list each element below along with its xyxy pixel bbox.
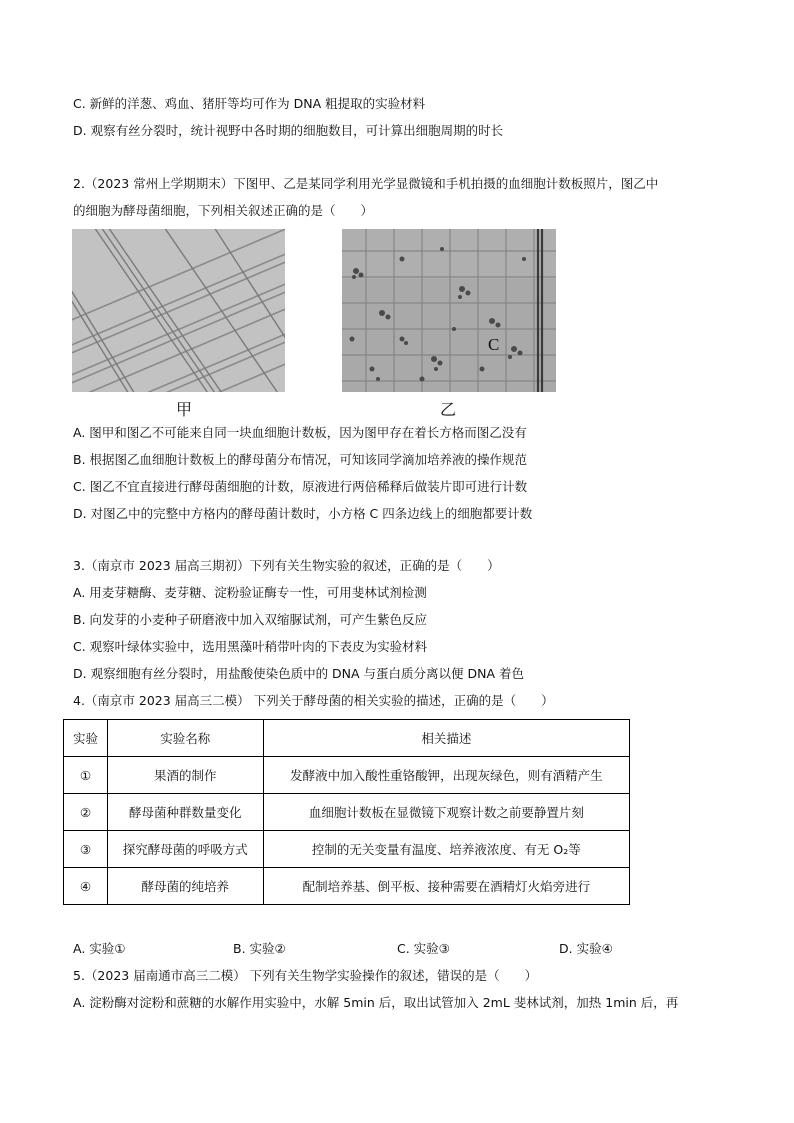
experiment-table bbox=[63, 719, 630, 905]
table-cell: 发酵液中加入酸性重铬酸钾，出现灰绿色，则有酒精产生 bbox=[263, 757, 629, 794]
q3-option-b: B. 向发芽的小麦种子研磨液中加入双缩脲试剂，可产生紫色反应 bbox=[73, 612, 428, 627]
q2-option-c: C. 图乙不宜直接进行酵母菌细胞的计数，原液进行两倍稀释后做装片即可进行计数 bbox=[73, 479, 528, 494]
q3-option-d: D. 观察细胞有丝分裂时，用盐酸使染色质中的 DNA 与蛋白质分离以便 DNA 着色 bbox=[73, 666, 525, 681]
table-cell: 控制的无关变量有温度、培养液浓度、有无 O₂等 bbox=[263, 831, 629, 868]
table-header-row bbox=[64, 720, 630, 757]
table-cell: 血细胞计数板在显微镜下观察计数之前要静置片刻 bbox=[263, 794, 629, 831]
q4-choice-d: D. 实验④ bbox=[559, 941, 613, 956]
table-cell: 酵母菌种群数量变化 bbox=[107, 794, 263, 831]
table-cell: ② bbox=[64, 794, 108, 831]
table-cell: 配制培养基、倒平板、接种需要在酒精灯火焰旁进行 bbox=[263, 868, 629, 905]
table-cell: ③ bbox=[64, 831, 108, 868]
q4-choice-b: B. 实验② bbox=[233, 941, 286, 956]
table-header-cell: 相关描述 bbox=[263, 720, 629, 757]
table-row bbox=[64, 794, 630, 831]
q5-stem: 5.（2023 届南通市高三二模） 下列有关生物学实验操作的叙述，错误的是（ ） bbox=[73, 968, 538, 983]
table-cell: 果酒的制作 bbox=[107, 757, 263, 794]
q4-choice-a: A. 实验① bbox=[73, 941, 126, 956]
table-row bbox=[64, 868, 630, 905]
q2-option-d: D. 对图乙中的完整中方格内的酵母菌计数时，小方格 C 四条边线上的细胞都要计数 bbox=[73, 506, 533, 521]
table-header-cell: 实验名称 bbox=[107, 720, 263, 757]
q5-option-a: A. 淀粉酶对淀粉和蔗糖的水解作用实验中，水解 5min 后，取出试管加入 2mL 斐林试剂，加热 1min 后，再 bbox=[73, 995, 679, 1010]
table-cell: 探究酵母菌的呼吸方式 bbox=[107, 831, 263, 868]
q1-option-c: C. 新鲜的洋葱、鸡血、猪肝等均可作为 DNA 粗提取的实验材料 bbox=[73, 96, 426, 111]
figure-jia-photo bbox=[72, 229, 285, 392]
figure-yi-photo bbox=[342, 229, 556, 392]
figure-jia-caption: 甲 bbox=[176, 400, 193, 419]
figure-yi-c-label: C bbox=[488, 335, 500, 354]
q3-option-a: A. 用麦芽糖酶、麦芽糖、淀粉验证酶专一性，可用斐林试剂检测 bbox=[73, 585, 427, 600]
q3-stem: 3.（南京市 2023 届高三期初）下列有关生物实验的叙述，正确的是（ ） bbox=[73, 558, 500, 573]
table-row bbox=[64, 757, 630, 794]
q2-option-b: B. 根据图乙血细胞计数板上的酵母菌分布情况，可知该同学滴加培养液的操作规范 bbox=[73, 452, 528, 467]
table-row bbox=[64, 831, 630, 868]
q4-choice-c: C. 实验③ bbox=[397, 941, 450, 956]
table-cell: ① bbox=[64, 757, 108, 794]
q2-stem-line2: 的细胞为酵母菌细胞，下列相关叙述正确的是（ ） bbox=[73, 203, 374, 218]
q1-option-d: D. 观察有丝分裂时，统计视野中各时期的细胞数目，可计算出细胞周期的时长 bbox=[73, 123, 504, 138]
table-cell: 酵母菌的纯培养 bbox=[107, 868, 263, 905]
figure-yi-caption: 乙 bbox=[440, 400, 457, 419]
q3-option-c: C. 观察叶绿体实验中，选用黑藻叶稍带叶肉的下表皮为实验材料 bbox=[73, 639, 428, 654]
q4-stem: 4.（南京市 2023 届高三二模） 下列关于酵母菌的相关实验的描述，正确的是（ ） bbox=[73, 693, 554, 708]
table-header-cell: 实验 bbox=[64, 720, 108, 757]
table-cell: ④ bbox=[64, 868, 108, 905]
q2-option-a: A. 图甲和图乙不可能来自同一块血细胞计数板，因为图甲存在着长方格而图乙没有 bbox=[73, 425, 527, 440]
q2-stem-line1: 2.（2023 常州上学期期末）下图甲、乙是某同学利用光学显微镜和手机拍摄的血细胞计数板照片，图乙中 bbox=[73, 176, 659, 191]
